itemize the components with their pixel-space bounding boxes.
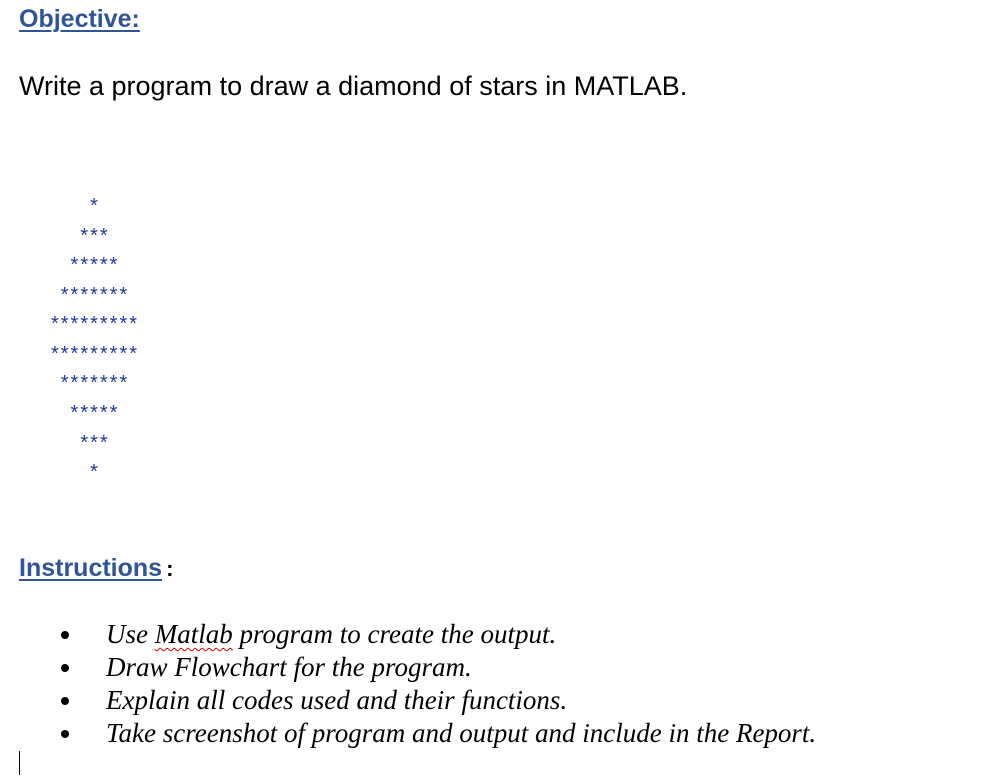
list-item [0, 651, 816, 684]
star-row: ********* [50, 313, 140, 335]
text-cursor[interactable] [19, 751, 20, 775]
list-item [0, 618, 816, 651]
instructions-heading-colon: : [166, 556, 174, 581]
instructions-heading-label: Instructions [19, 554, 163, 582]
list-item-text: Explain all codes used and their functions. [106, 685, 568, 715]
star-row: ******* [60, 372, 130, 394]
instructions-list [0, 618, 816, 750]
star-row: * [90, 195, 100, 217]
star-row: ******* [60, 284, 130, 306]
star-row: * [90, 461, 100, 483]
star-row: ********* [50, 343, 140, 365]
list-item-text: Draw Flowchart for the program. [106, 652, 472, 682]
objective-heading: Objective: [19, 5, 140, 33]
bullet-icon [61, 730, 69, 738]
list-item [0, 717, 816, 750]
list-item-text: Take screenshot of program and output and include in the Report. [106, 718, 817, 748]
spellcheck-flagged-word: Matlab [154, 619, 233, 649]
list-item-text-post: program to create the output. [232, 619, 557, 649]
star-row: *** [80, 432, 110, 454]
bullet-icon [61, 631, 69, 639]
bullet-icon [61, 664, 69, 672]
instructions-heading [19, 556, 173, 581]
objective-text: Write a program to draw a diamond of stars in MATLAB. [19, 71, 688, 101]
star-row: *** [80, 225, 110, 247]
star-row: ***** [70, 402, 120, 424]
list-item [0, 684, 816, 717]
list-item-text-pre: Use [106, 619, 155, 649]
bullet-icon [61, 697, 69, 705]
star-row: ***** [70, 254, 120, 276]
